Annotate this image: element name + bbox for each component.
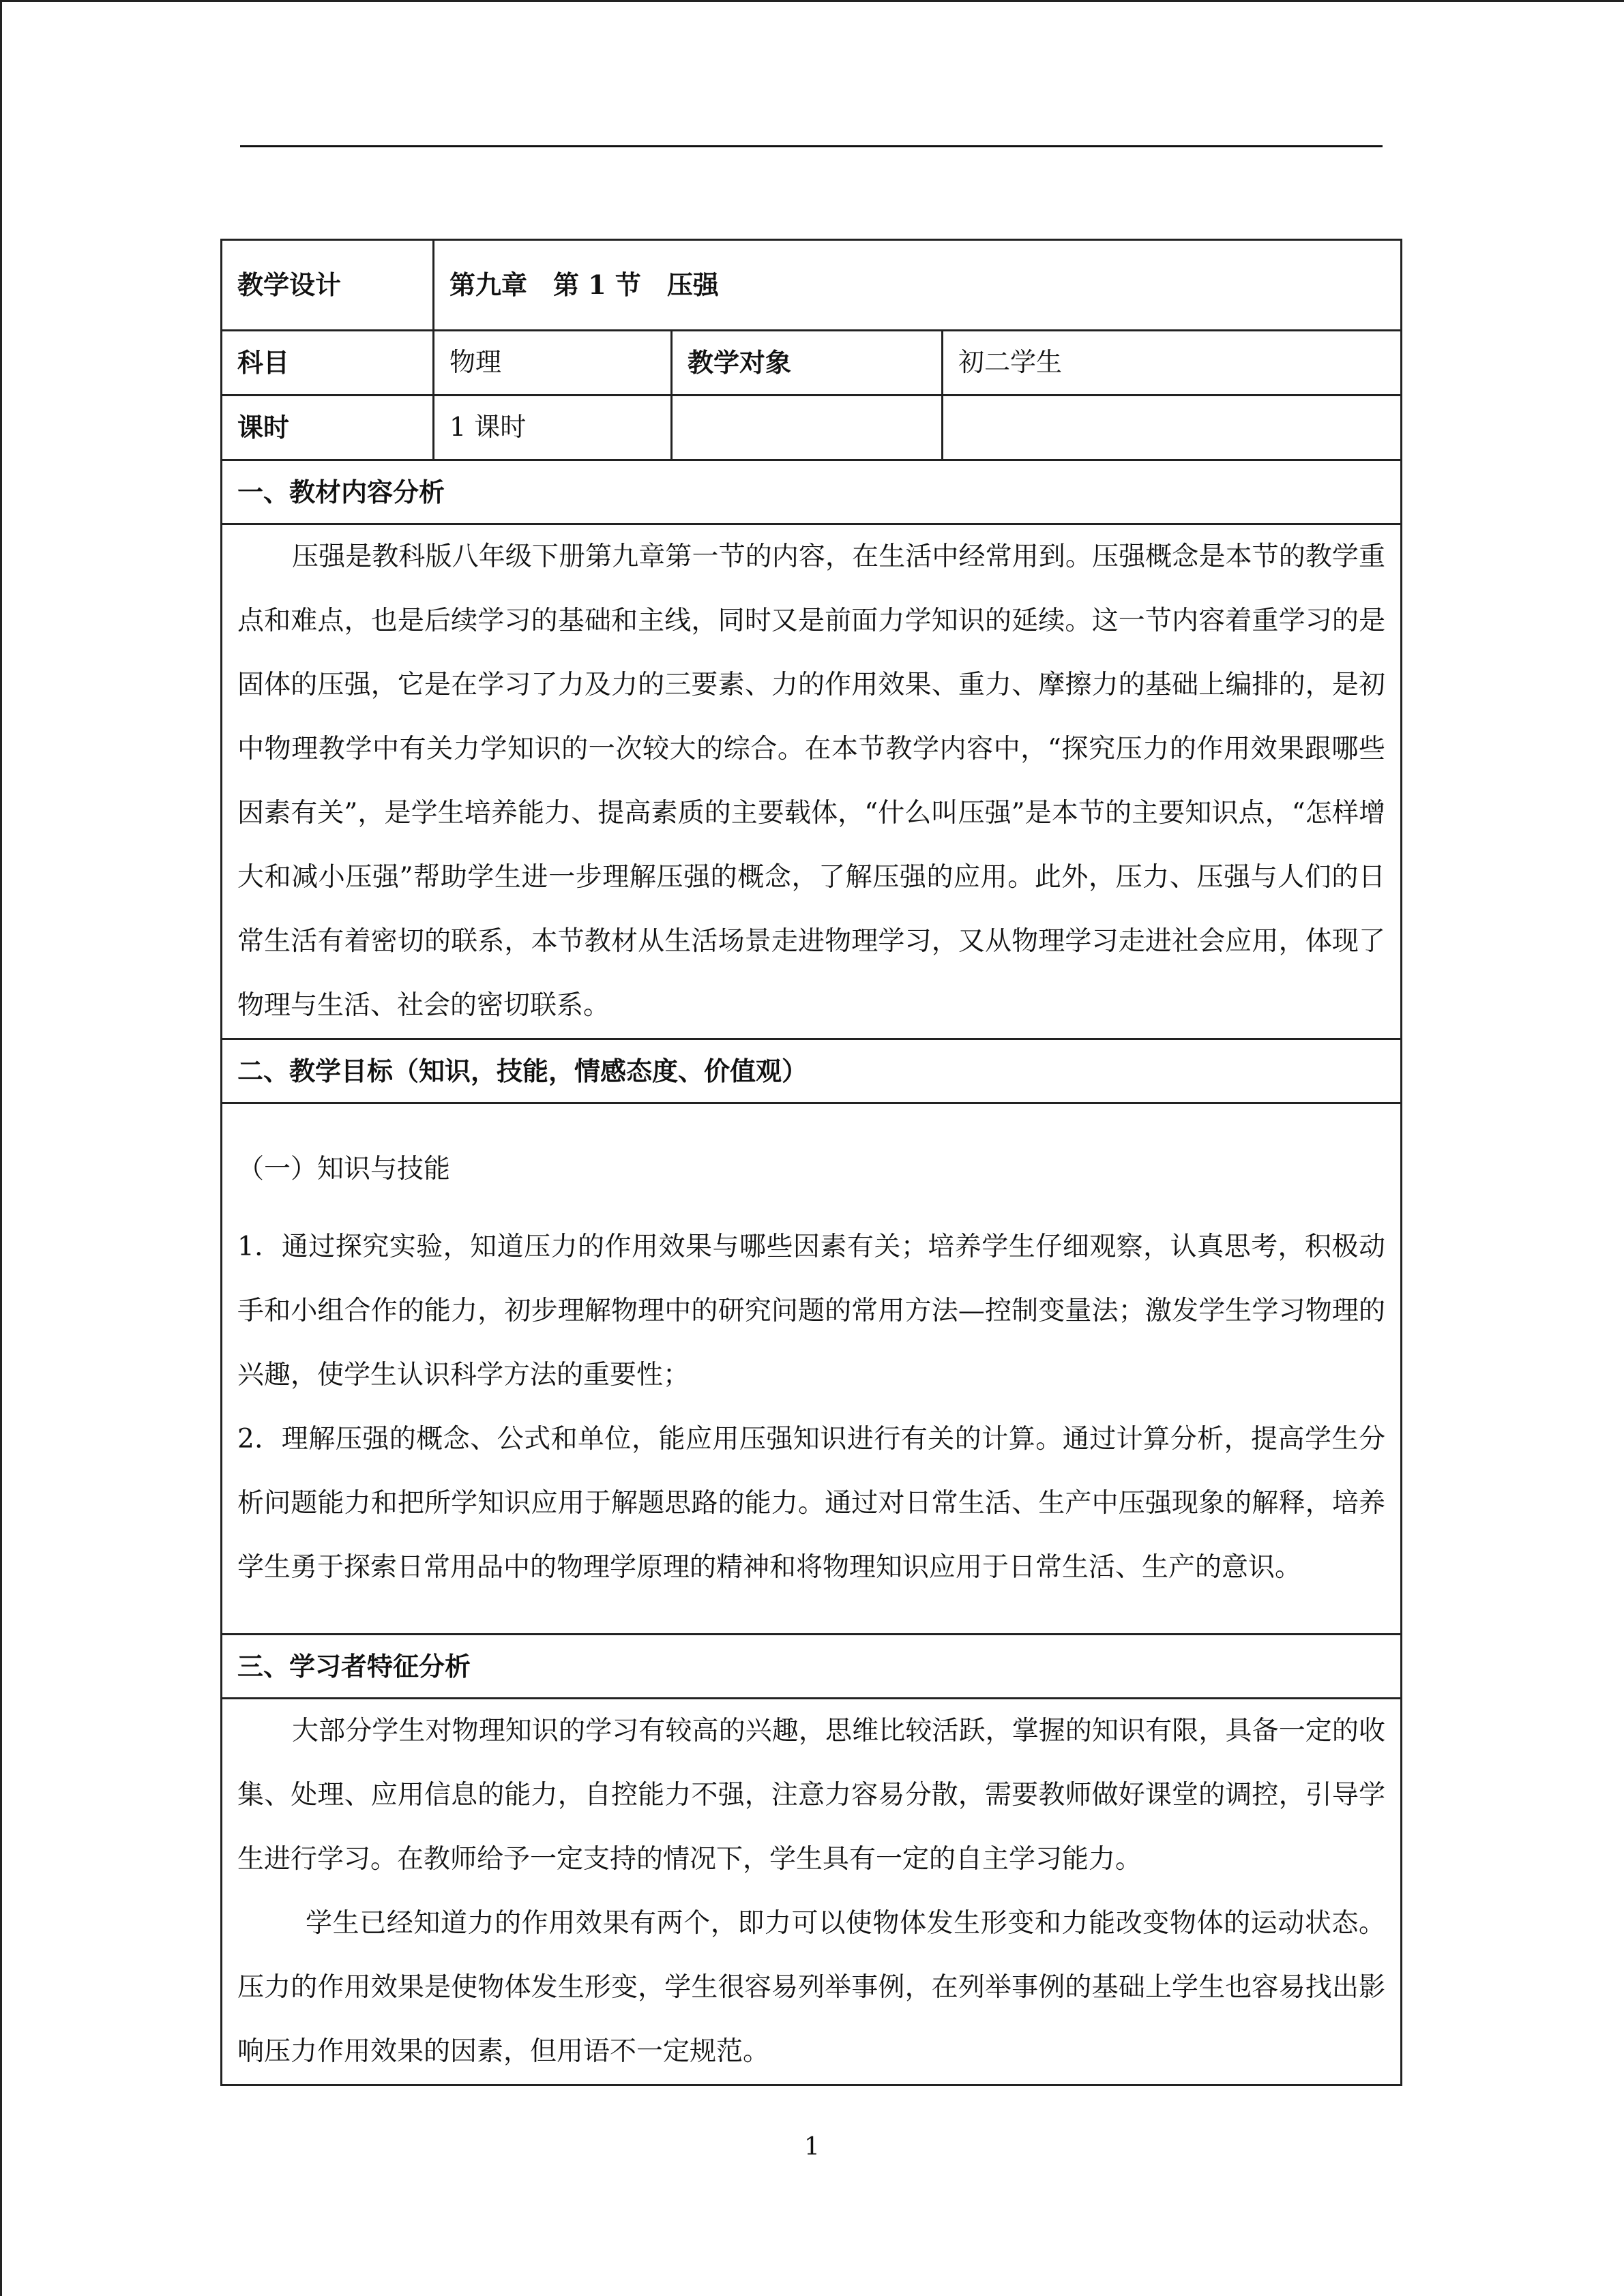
section1-body — [222, 524, 1402, 1039]
subject-value: 物理 — [434, 331, 672, 396]
empty-cell — [943, 396, 1402, 460]
section1-title: 一、教材内容分析 — [222, 460, 1402, 524]
section2-body-row — [222, 1103, 1402, 1635]
spacer — [237, 1202, 1385, 1215]
lesson-plan-table — [220, 239, 1402, 2086]
page-border-left — [0, 0, 2, 2296]
section3-title: 三、学习者特征分析 — [222, 1635, 1402, 1699]
section1-header-row — [222, 460, 1402, 524]
page-border-top — [0, 0, 1624, 2]
section3-body-row — [222, 1699, 1402, 2085]
section3-header-row — [222, 1635, 1402, 1699]
period-value: 1 课时 — [434, 396, 672, 460]
section1-paragraph: 压强是教科版八年级下册第九章第一节的内容，在生活中经常用到。压强概念是本节的教学重点和难点，也是后续学习的基础和主线，同时又是前面力学知识的延续。这一节内容着重学习的是固体的压强，它是在学习了力及力的三要素、力的作用效果、重力、摩擦力的基础上编排的，是初中物理教学中有关力学知识的一次较大的综合。在本节教学内容中，“探究压力的作用效果跟哪些因素有关”，是学生培养能力、提高素质的主要载体，“什么叫压强”是本节的主要知识点，“怎样增大和减小压强”帮助学生进一步理解压强的概念，了解压强的应用。此外，压力、压强与人们的日常生活有着密切的联系，本节教材从生活场景走进物理学习，又从物理学习走进社会应用，体现了物理与生活、社会的密切联系。 — [237, 541, 1386, 1021]
section3-paragraph2: 学生已经知道力的作用效果有两个，即力可以使物体发生形变和力能改变物体的运动状态。压力的作用效果是使物体发生形变，学生很容易列举事例，在列举事例的基础上学生也容易找出影响压力作用效果的因素，但用语不一定规范。 — [237, 1908, 1386, 2067]
section2-item2: 2．理解压强的概念、公式和单位，能应用压强知识进行有关的计算。通过计算分析，提高学生分析问题能力和把所学知识应用于解题思路的能力。通过对日常生活、生产中压强现象的解释，培养学生勇于探索日常用品中的物理学原理的精神和将物理知识应用于日常生活、生产的意识。 — [237, 1424, 1386, 1583]
subject-label: 科目 — [222, 331, 434, 396]
section1-body-row — [222, 524, 1402, 1039]
section2-body — [222, 1103, 1402, 1635]
period-label: 课时 — [222, 396, 434, 460]
title-row — [222, 240, 1402, 331]
section3-paragraph1: 大部分学生对物理知识的学习有较高的兴趣，思维比较活跃，掌握的知识有限，具备一定的收集、处理、应用信息的能力，自控能力不强，注意力容易分散，需要教师做好课堂的调控，引导学生进行学习。在教师给予一定支持的情况下，学生具有一定的自主学习能力。 — [237, 1716, 1386, 1875]
empty-cell — [672, 396, 943, 460]
section3-body — [222, 1699, 1402, 2085]
section2-header-row — [222, 1039, 1402, 1103]
audience-value: 初二学生 — [943, 331, 1402, 396]
section2-title: 二、教学目标（知识，技能，情感态度、价值观） — [222, 1039, 1402, 1103]
section2-item1: 1．通过探究实验，知道压力的作用效果与哪些因素有关；培养学生仔细观察，认真思考，积极动手和小组合作的能力，初步理解物理中的研究问题的常用方法—控制变量法；激发学生学习物理的兴趣，使学生认识科学方法的重要性； — [237, 1232, 1386, 1390]
page-number: 1 — [804, 2133, 820, 2161]
period-row — [222, 396, 1402, 460]
audience-label: 教学对象 — [672, 331, 943, 396]
subject-row — [222, 331, 1402, 396]
design-label: 教学设计 — [222, 240, 434, 331]
header-rule — [240, 145, 1383, 147]
design-title: 第九章 第 1 节 压强 — [434, 240, 1402, 331]
section2-subheading: （一）知识与技能 — [237, 1154, 451, 1184]
